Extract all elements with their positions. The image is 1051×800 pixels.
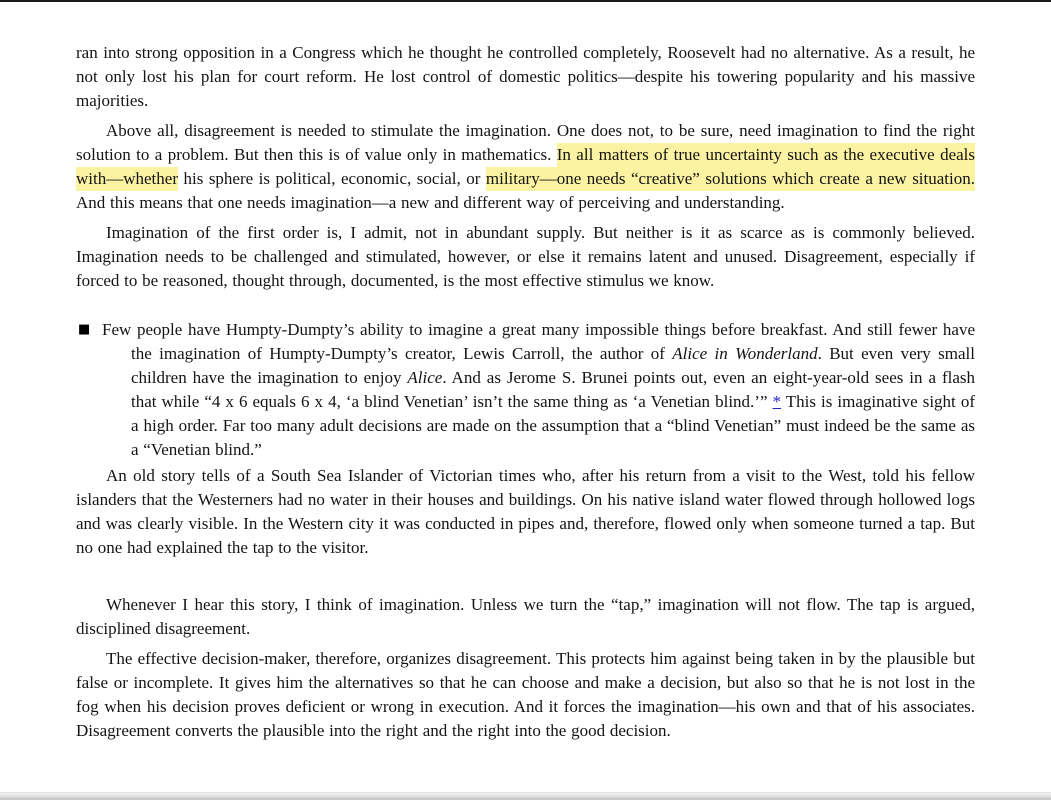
italic-text: Alice: [407, 368, 443, 387]
body-text: The effective decision-maker, therefore, organizes disagreement. This protects him against being taken in by the plausible but false or incomplete. It gives him the alternatives so that he can choose and make a decision, but also so that he is not lost in the fog when his decision proves deficient or wrong in execution. And it forces the imagination—his own and that of his associates. Disagreement converts the plausible into the right and the right into the good decision.: [76, 649, 975, 740]
page-content: [76, 41, 975, 743]
body-text: Above all, disagreement is needed to stimulate the imagination. One does not, to be sure, need imagination to find the right solution to a problem. But then this is of value only in mathematics.: [76, 121, 975, 164]
body-text: Few people have Humpty-Dumpty’s ability to imagine a great many impossible things before breakfast. And still fewer have the imagination of Humpty-Dumpty’s creator, Lewis Carroll, the author of: [102, 320, 975, 363]
italic-text: Alice in Wonderland: [672, 344, 818, 363]
paragraph-disagreement-imagination: [76, 119, 975, 215]
highlight-annotation[interactable]: military—one needs “creative” solutions which create a new situation.: [486, 167, 975, 191]
body-text: his sphere is political, economic, social, or: [177, 169, 486, 188]
window-top-edge: [0, 0, 1051, 2]
quote-text: [102, 320, 975, 459]
paragraph-whenever-i-hear: [76, 593, 975, 641]
quote-humpty-dumpty: [76, 318, 975, 462]
paragraph-imagination-first-order: [76, 221, 975, 293]
paragraph-effective-decision-maker: [76, 647, 975, 743]
body-text: And this means that one needs imagination—a new and different way of perceiving and understanding.: [76, 193, 785, 212]
body-text: An old story tells of a South Sea Islander of Victorian times who, after his return from a visit to the West, told his fellow islanders that the Westerners had no water in their houses and buildings. On his native island water flowed through hollowed logs and was clearly visible. In the Western city it was conducted in pipes and, therefore, flowed only when someone turned a tap. But no one had explained the tap to the visitor.: [76, 466, 975, 557]
paragraph-roosevelt: [76, 41, 975, 113]
body-text: This is imaginative sight of a high order. Far too many adult decisions are made on the assumption that a “blind Venetian” must indeed be the same as a “Venetian blind.”: [131, 392, 975, 459]
body-text: ran into strong opposition in a Congress which he thought he controlled completely, Roosevelt had no alternative. As a result, he not only lost his plan for court reform. He lost control of domestic politics—despite his towering popularity and his massive majorities.: [76, 43, 975, 110]
body-text: . And as Jerome S. Brunei points out, even an eight-year-old sees in a flash that while “4 x 6 equals 6 x 4, ‘a blind Venetian’ isn’t the same thing as ‘a Venetian blind.’”: [131, 368, 975, 411]
highlight-annotation[interactable]: In all matters of true uncertainty such as the executive deals with—whether: [76, 143, 975, 191]
body-text: Imagination of the first order is, I admit, not in abundant supply. But neither is it as scarce as is commonly believed. Imagination needs to be challenged and stimulated, however, or else it remains latent and unused. Disagreement, especially if forced to be reasoned, thought through, documented, is the most effective stimulus we know.: [76, 223, 975, 290]
window-bottom-bar: [0, 792, 1051, 800]
paragraph-south-sea-islander: [76, 464, 975, 560]
square-bullet-icon: ■: [78, 322, 91, 337]
body-text: . But even very small children have the imagination to enjoy: [131, 344, 975, 387]
footnote-asterisk-link[interactable]: *: [772, 392, 782, 411]
body-text: Whenever I hear this story, I think of imagination. Unless we turn the “tap,” imagination will not flow. The tap is argued, disciplined disagreement.: [76, 595, 975, 638]
